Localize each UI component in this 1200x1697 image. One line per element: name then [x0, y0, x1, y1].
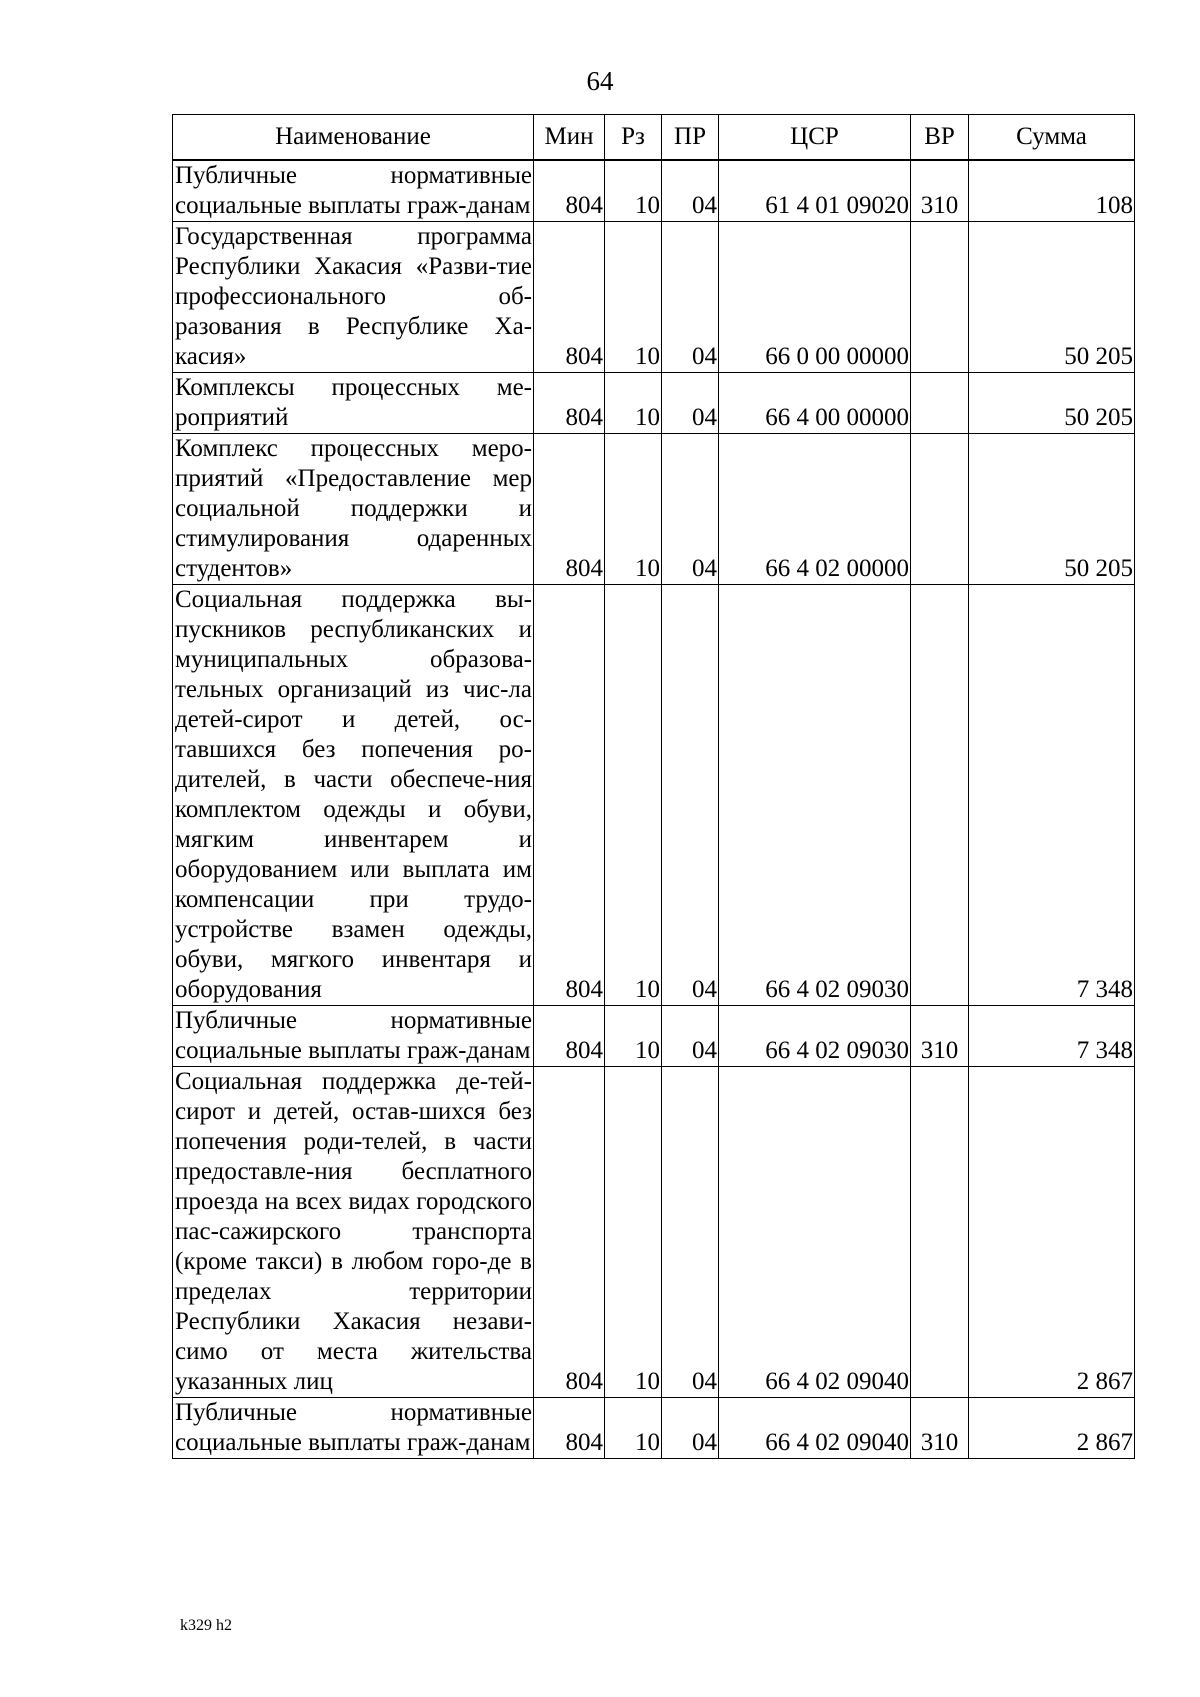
row-rz: 10 [605, 434, 662, 585]
row-vr: 310 [911, 1006, 969, 1067]
row-csr: 66 4 02 09030 [719, 585, 911, 1006]
row-min: 804 [534, 585, 605, 1006]
row-csr: 66 4 02 09030 [719, 1006, 911, 1067]
row-name: Публичные нормативные социальные выплаты граж-данам [173, 1006, 534, 1067]
table-row [173, 160, 1135, 222]
row-pr: 04 [662, 585, 719, 1006]
row-name: Комплексы процессных ме-роприятий [173, 373, 534, 434]
row-pr: 04 [662, 1398, 719, 1459]
row-min: 804 [534, 373, 605, 434]
row-min: 804 [534, 222, 605, 373]
row-name: Социальная поддержка вы-пускников республиканских и муниципальных образова-тельных организаций из чис-ла детей-сирот и детей, ос-тавшихся без попечения ро-дителей, в части обеспече-ния комплектом одежды и обуви, мягким инвентарем и оборудованием или выплата им компенсации при трудо-устройстве взамен одежды, обуви, мягкого инвентаря и оборудования [173, 585, 534, 1006]
header-sum: Сумма [969, 115, 1135, 161]
table-row [173, 434, 1135, 585]
row-vr: 310 [911, 160, 969, 222]
row-csr: 66 4 02 09040 [719, 1067, 911, 1398]
header-min: Мин [534, 115, 605, 161]
row-min: 804 [534, 1067, 605, 1398]
row-sum: 50 205 [969, 222, 1135, 373]
row-rz: 10 [605, 585, 662, 1006]
row-sum: 7 348 [969, 1006, 1135, 1067]
row-rz: 10 [605, 222, 662, 373]
row-rz: 10 [605, 1398, 662, 1459]
row-min: 804 [534, 160, 605, 222]
row-rz: 10 [605, 373, 662, 434]
table-row [173, 1067, 1135, 1398]
table-header-row [173, 115, 1135, 161]
header-name: Наименование [173, 115, 534, 161]
row-rz: 10 [605, 160, 662, 222]
row-sum: 2 867 [969, 1067, 1135, 1398]
row-min: 804 [534, 1006, 605, 1067]
row-sum: 108 [969, 160, 1135, 222]
row-vr: 310 [911, 1398, 969, 1459]
header-vr: ВР [911, 115, 969, 161]
row-vr [911, 1067, 969, 1398]
row-pr: 04 [662, 373, 719, 434]
page-number: 64 [586, 66, 614, 96]
budget-table [172, 114, 1135, 1459]
row-csr: 61 4 01 09020 [719, 160, 911, 222]
header-pr: ПР [662, 115, 719, 161]
table-row [173, 373, 1135, 434]
table-row [173, 1006, 1135, 1067]
row-pr: 04 [662, 222, 719, 373]
row-name: Социальная поддержка де-тей-сирот и детей, остав-шихся без попечения роди-телей, в части предоставле-ния бесплатного проезда на всех видах городского пас-сажирского транспорта (кроме такси) в любом горо-де в пределах территории Республики Хакасия незави-симо от места жительства указанных лиц [173, 1067, 534, 1398]
row-csr: 66 0 00 00000 [719, 222, 911, 373]
row-pr: 04 [662, 1067, 719, 1398]
row-min: 804 [534, 1398, 605, 1459]
header-csr: ЦСР [719, 115, 911, 161]
row-csr: 66 4 00 00000 [719, 373, 911, 434]
header-rz: Рз [605, 115, 662, 161]
row-sum: 7 348 [969, 585, 1135, 1006]
row-name: Государственная программа Республики Хакасия «Разви-тие профессионального об-разования в Республике Ха-касия» [173, 222, 534, 373]
table-row [173, 1398, 1135, 1459]
row-rz: 10 [605, 1067, 662, 1398]
row-name: Комплекс процессных меро-приятий «Предоставление мер социальной поддержки и стимулирования одаренных студентов» [173, 434, 534, 585]
row-vr [911, 585, 969, 1006]
row-pr: 04 [662, 160, 719, 222]
row-csr: 66 4 02 09040 [719, 1398, 911, 1459]
row-sum: 2 867 [969, 1398, 1135, 1459]
row-name: Публичные нормативные социальные выплаты граж-данам [173, 160, 534, 222]
row-sum: 50 205 [969, 434, 1135, 585]
row-sum: 50 205 [969, 373, 1135, 434]
row-vr [911, 434, 969, 585]
row-min: 804 [534, 434, 605, 585]
table-row [173, 585, 1135, 1006]
row-pr: 04 [662, 434, 719, 585]
row-rz: 10 [605, 1006, 662, 1067]
row-name: Публичные нормативные социальные выплаты граж-данам [173, 1398, 534, 1459]
row-pr: 04 [662, 1006, 719, 1067]
table-row [173, 222, 1135, 373]
row-csr: 66 4 02 00000 [719, 434, 911, 585]
footer-code: k329 h2 [180, 1617, 232, 1634]
row-vr [911, 222, 969, 373]
row-vr [911, 373, 969, 434]
